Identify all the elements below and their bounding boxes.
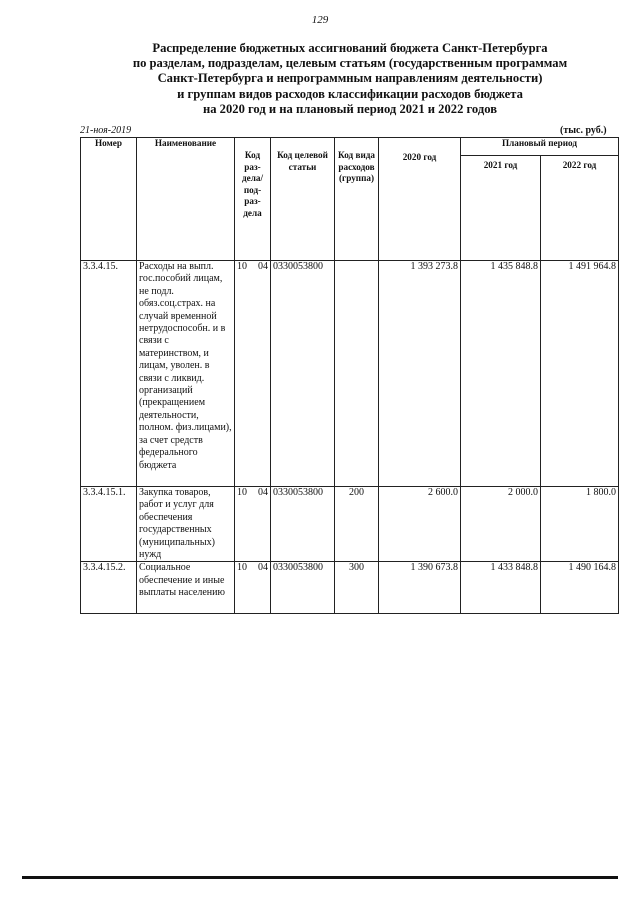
row-value-2021: 1 435 848.8 <box>461 261 541 487</box>
section-code: 10 <box>237 261 247 272</box>
section-code: 10 <box>237 562 247 574</box>
header-expense-type: Код вида расходов (группа) <box>335 138 379 261</box>
bottom-rule <box>22 876 618 879</box>
table-header-row <box>81 138 619 156</box>
row-value-2020: 1 393 273.8 <box>379 261 461 487</box>
row-value-2022: 1 800.0 <box>541 487 619 562</box>
header-target-code: Код целевой статьи <box>271 138 335 261</box>
budget-table <box>80 137 619 614</box>
row-value-2022: 1 490 164.8 <box>541 562 619 614</box>
title-line: по разделам, подразделам, целевым статьям (государственным программам <box>132 56 568 71</box>
row-section-code <box>235 261 271 487</box>
title-line: и группам видов расходов классификации расходов бюджета <box>177 86 523 101</box>
header-name: Наименование <box>137 138 235 261</box>
row-target-code: 0330053800 <box>271 261 335 487</box>
row-name: Расходы на выпл. гос.пособий лицам, не подл. обяз.соц.страх. на случай временной нетрудоспособн. и в связи с материнством, и лицам, уволен. в связи с ликвид. организаций (прекращением деятельности, полном. физ.лицами), за счет средств федерального бюджета <box>137 261 235 487</box>
row-value-2020: 1 390 673.8 <box>379 562 461 614</box>
table-row <box>81 562 619 614</box>
row-section-code <box>235 562 271 614</box>
row-value-2021: 1 433 848.8 <box>461 562 541 614</box>
title-line: Распределение бюджетных ассигнований бюджета Санкт-Петербурга <box>152 41 548 55</box>
header-2020: 2020 год <box>379 138 461 261</box>
row-number: 3.3.4.15. <box>81 261 137 487</box>
subsection-code: 04 <box>258 261 268 272</box>
header-planned-period: Плановый период <box>461 138 619 156</box>
subsection-code: 04 <box>258 487 268 498</box>
header-2022: 2022 год <box>541 156 619 261</box>
row-value-2020: 2 600.0 <box>379 487 461 562</box>
row-number: 3.3.4.15.1. <box>81 487 137 562</box>
row-expense-type: 300 <box>335 562 379 614</box>
table-row <box>81 487 619 562</box>
table-row <box>81 261 619 487</box>
row-target-code: 0330053800 <box>271 562 335 614</box>
row-expense-type <box>335 261 379 487</box>
header-section-code: Код раз- дела/ под- раз- дела <box>235 138 271 261</box>
row-name: Закупка товаров, работ и услуг для обеспечения государственных (муниципальных) нужд <box>137 487 235 562</box>
row-expense-type: 200 <box>335 487 379 562</box>
section-code: 10 <box>237 487 247 498</box>
row-value-2022: 1 491 964.8 <box>541 261 619 487</box>
header-number: Номер <box>81 138 137 261</box>
row-section-code <box>235 487 271 562</box>
title-line: Санкт-Петербурга и непрограммным направлениям деятельности) <box>157 71 543 86</box>
row-name: Социальное обеспечение и иные выплаты населению <box>137 562 235 614</box>
subsection-code: 04 <box>258 562 268 574</box>
row-number: 3.3.4.15.2. <box>81 562 137 614</box>
document-date: 21-ноя-2019 <box>80 125 132 136</box>
title-line: на 2020 год и на плановый период 2021 и 2022 годов <box>202 101 498 116</box>
document-title <box>60 41 640 117</box>
units-label: (тыс. руб.) <box>560 125 607 136</box>
page-number: 129 <box>311 14 329 26</box>
row-value-2021: 2 000.0 <box>461 487 541 562</box>
row-target-code: 0330053800 <box>271 487 335 562</box>
header-2021: 2021 год <box>461 156 541 261</box>
